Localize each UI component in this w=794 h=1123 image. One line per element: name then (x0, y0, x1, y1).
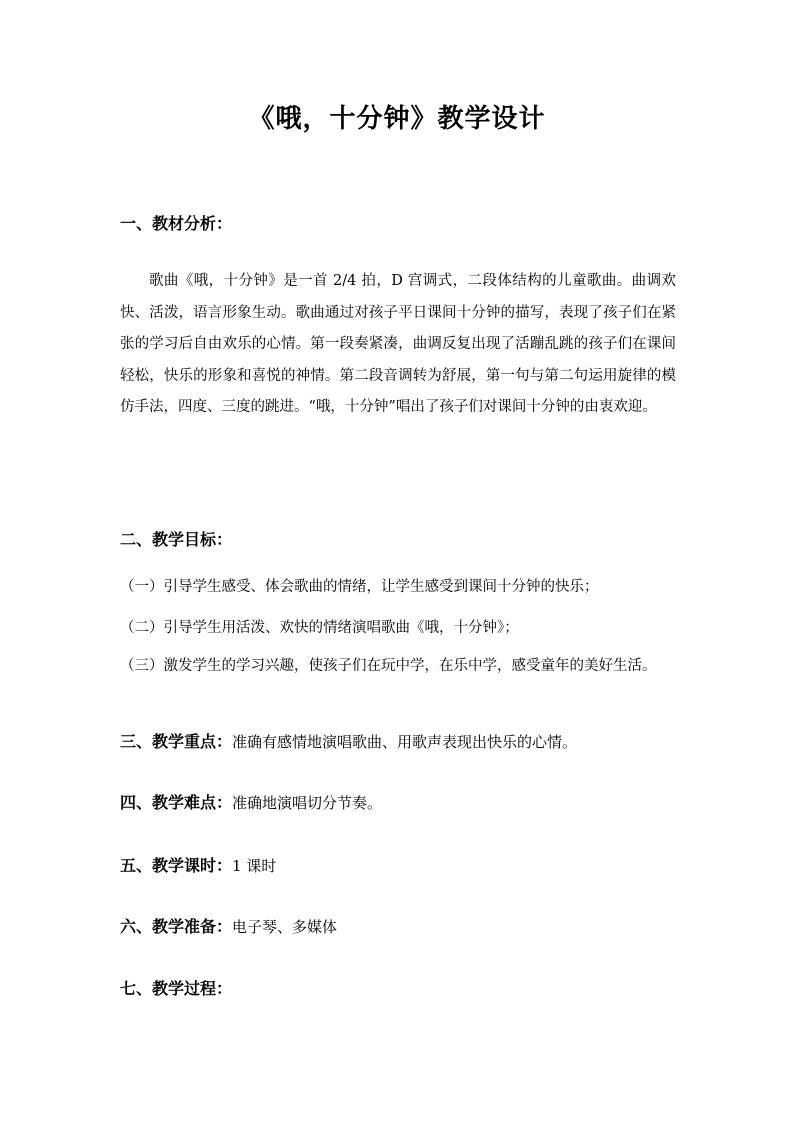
difficulties-value: 准确地演唱切分节奏。 (232, 794, 383, 812)
section-preparation (120, 914, 337, 937)
duration-value: 1 课时 (232, 857, 277, 875)
section-duration (120, 853, 276, 876)
difficulties-heading: 四、教学难点： (120, 793, 233, 812)
document-title: 《哦，十分钟》教学设计 (248, 104, 546, 134)
goal-item-3: （三）激发学生的学习兴趣，使孩子们在玩中学，在乐中学，感受童年的美好生活。 (120, 658, 657, 674)
preparation-heading: 六、教学准备： (120, 917, 233, 936)
section-heading-analysis: 一、教材分析： (120, 214, 233, 233)
preparation-value: 电子琴、多媒体 (232, 918, 338, 936)
duration-heading: 五、教学课时： (120, 856, 233, 875)
goal-item-1: （一）引导学生感受、体会歌曲的情绪，让学生感受到课间十分钟的快乐； (120, 579, 599, 595)
key-points-value: 准确有感情地演唱歌曲、用歌声表现出快乐的心情。 (232, 733, 578, 751)
analysis-paragraph: 歌曲《哦，十分钟》是一首 2/4 拍，D 宫调式，二段体结构的儿童歌曲。曲调欢快、活泼，语言形象生动。歌曲通过对孩子平日课间十分钟的描写，表现了孩子们在紧张的学习后自由欢乐的心情。第一段奏紧凑，曲调反复出现了活蹦乱跳的孩子们在课间轻松，快乐的形象和喜悦的神情。第二段音调转为舒展，第一句与第二句运用旋律的模仿手法，四度、三度的跳进。“哦，十分钟”唱出了孩子们对课间十分钟的由衷欢迎。 (120, 273, 676, 415)
key-points-heading: 三、教学重点： (120, 732, 233, 751)
section-difficulties (120, 790, 382, 813)
goal-item-2: （二）引导学生用活泼、欢快的情绪演唱歌曲《哦，十分钟》； (120, 620, 519, 636)
section-heading-goals: 二、教学目标： (120, 530, 233, 549)
section-key-points (120, 729, 577, 752)
section-heading-process: 七、教学过程： (120, 979, 233, 998)
